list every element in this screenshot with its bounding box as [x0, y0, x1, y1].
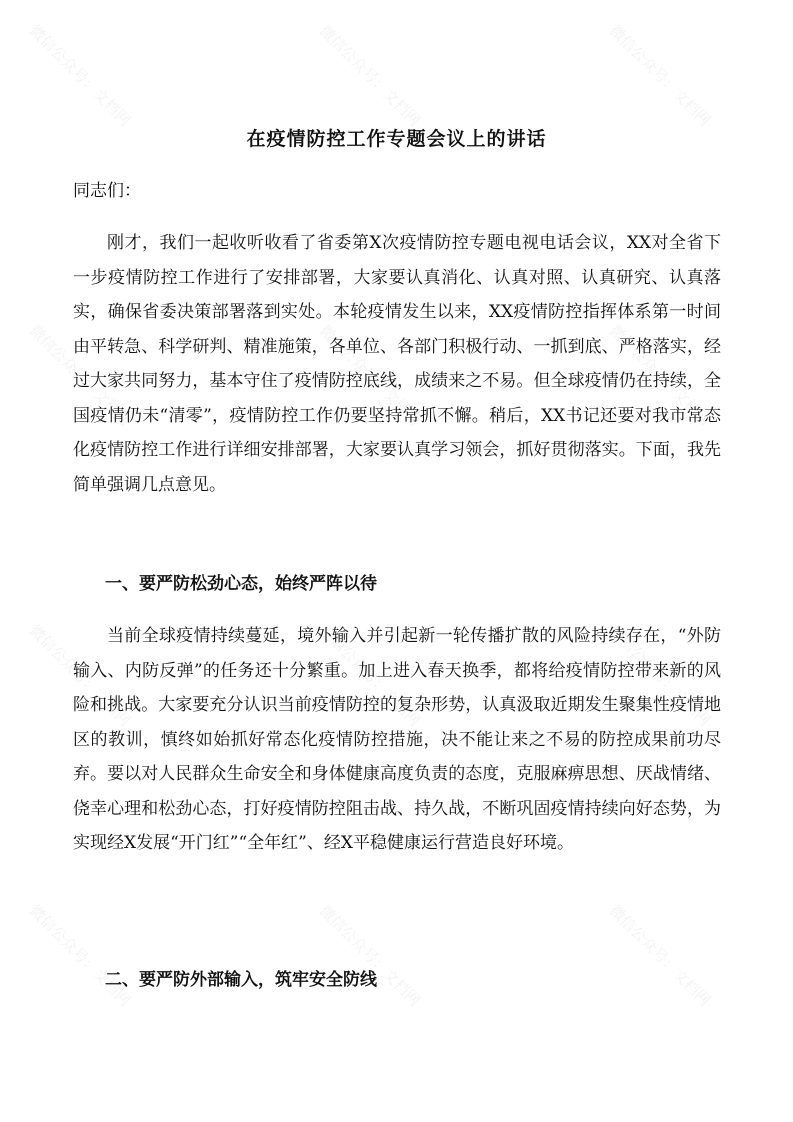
- watermark: 微信公众号：文档网: [605, 901, 715, 1010]
- watermark: 微信公众号：文档网: [25, 621, 135, 730]
- watermark: 微信公众号：文档网: [315, 901, 425, 1010]
- section-heading: 一、要严防松劲心态，始终严阵以待: [105, 574, 377, 594]
- watermark: 微信公众号：文档网: [605, 321, 715, 430]
- salutation: 同志们：: [73, 181, 141, 201]
- watermark: 微信公众号：文档网: [25, 21, 135, 130]
- watermark: 微信公众号：文档网: [315, 621, 425, 730]
- watermark: 微信公众号：文档网: [605, 621, 715, 730]
- document-title: 在疫情防控工作专题会议上的讲话: [246, 128, 547, 150]
- watermark: 微信公众号：文档网: [605, 21, 715, 130]
- body-paragraph: 刚才，我们一起收听收看了省委第X次疫情防控专题电视电话会议，XX对全省下一步疫情防控工作进行了安排部署，大家要认真消化、认真对照、认真研究、认真落实，确保省委决策部署落到实处。本轮疫情发生以来，XX疫情防控指挥体系第一时间由平转急、科学研判、精准施策，各单位、各部门积极行动、一抓到底、严格落实，经过大家共同努力，基本守住了疫情防控底线，成绩来之不易。但全球疫情仍在持续，全国疫情仍未“清零”，疫情防控工作仍要坚持常抓不懈。稍后，XX书记还要对我市常态化疫情防控工作进行详细安排部署，大家要认真学习领会，抓好贯彻落实。下面，我先简单强调几点意见。: [73, 233, 721, 495]
- watermark: 微信公众号：文档网: [25, 901, 135, 1010]
- watermark: 微信公众号：文档网: [315, 321, 425, 430]
- watermark: 微信公众号：文档网: [25, 321, 135, 430]
- watermark: 微信公众号：文档网: [315, 21, 425, 130]
- section-heading: 二、要严防外部输入，筑牢安全防线: [105, 970, 377, 990]
- body-paragraph: 当前全球疫情持续蔓延，境外输入并引起新一轮传播扩散的风险持续存在，“外防输入、内防反弹”的任务还十分繁重。加上进入春天换季，都将给疫情防控带来新的风险和挑战。大家要充分认识当前疫情防控的复杂形势，认真汲取近期发生聚集性疫情地区的教训，慎终如始抓好常态化疫情防控措施，决不能让来之不易的防控成果前功尽弃。要以对人民群众生命安全和身体健康高度负责的态度，克服麻痹思想、厌战情绪、侥幸心理和松劲心态，打好疫情防控阻击战、持久战，不断巩固疫情持续向好态势，为实现经X发展“开门红”“全年红”、经X平稳健康运行营造良好环境。: [73, 626, 721, 853]
